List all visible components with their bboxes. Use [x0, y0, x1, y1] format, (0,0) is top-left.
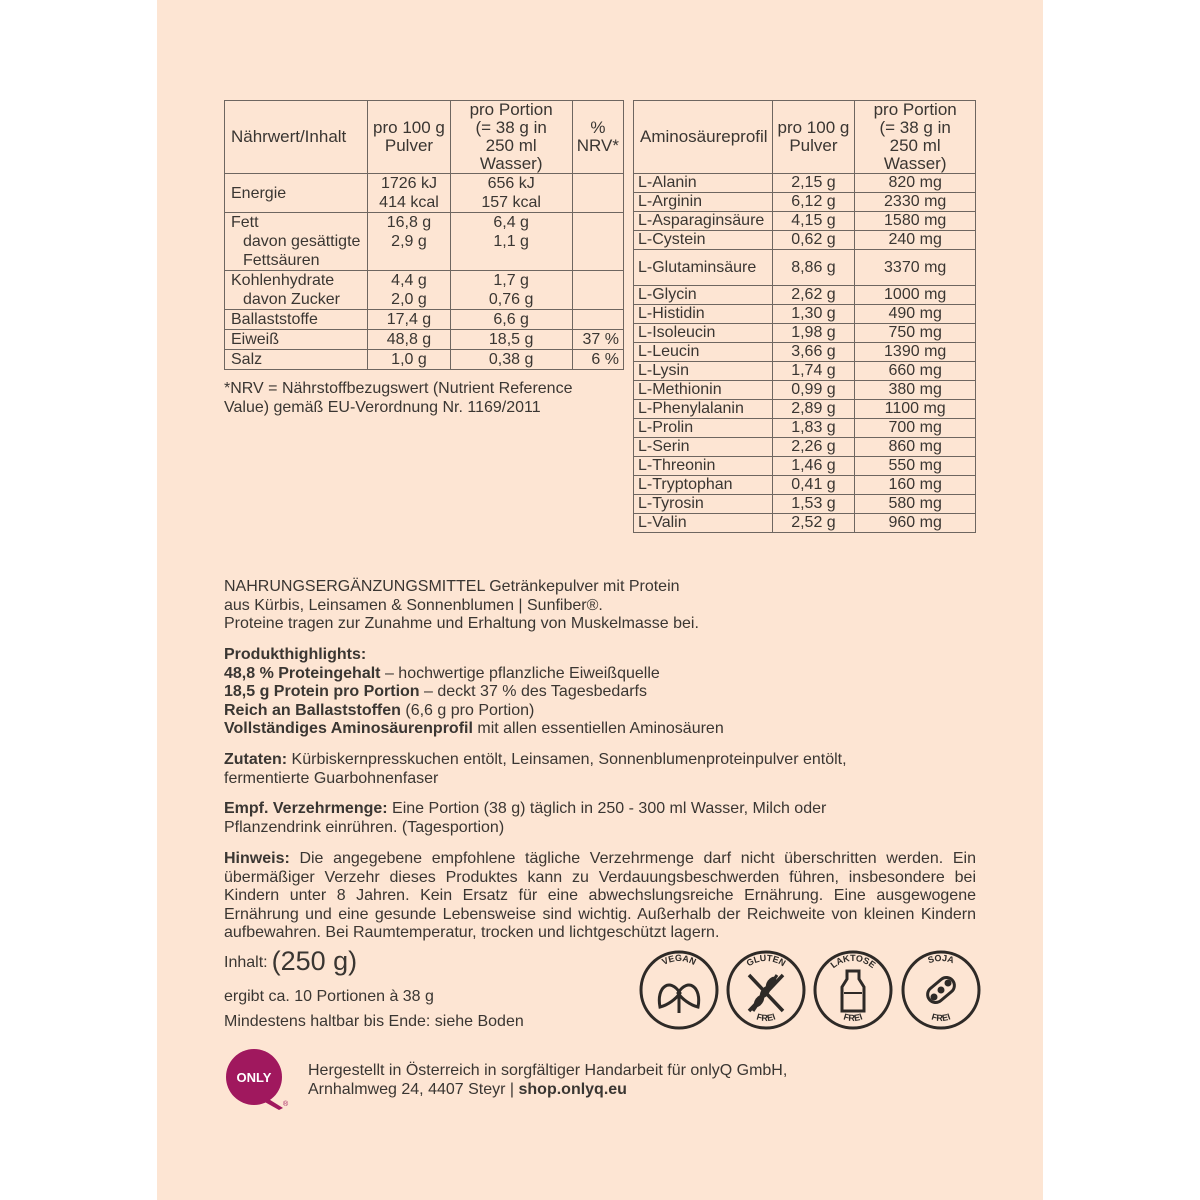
nutrition-row-protein	[225, 330, 624, 350]
amino-name: L-Lysin	[634, 362, 773, 381]
amino-per100: 2,15 g	[772, 174, 855, 193]
soy-free-icon	[898, 947, 984, 1033]
amino-name: L-Asparaginsäure	[634, 212, 773, 231]
nutrition-label: Salz	[225, 350, 368, 370]
amino-per100: 0,41 g	[772, 476, 855, 495]
amino-per100: 2,26 g	[772, 438, 855, 457]
nutrition-per100: 1,0 g	[368, 350, 450, 370]
amino-name: L-Tyrosin	[634, 495, 773, 514]
vegan-icon	[636, 947, 722, 1033]
amino-row	[634, 193, 976, 212]
amino-portion: 660 mg	[855, 362, 976, 381]
product-description: NAHRUNGSERGÄNZUNGSMITTEL Getränkepulver mit Protein aus Kürbis, Leinsamen & Sonnenblumen | Sunfiber®. Proteine tragen zur Zunahme und Erhaltung von Muskelmasse bei.	[224, 578, 699, 632]
svg-text:®: ®	[283, 1101, 289, 1108]
amino-name: L-Cystein	[634, 231, 773, 250]
amino-portion: 580 mg	[855, 495, 976, 514]
amino-portion: 1580 mg	[855, 212, 976, 231]
nutrition-nrv	[572, 174, 623, 213]
nutrition-table	[224, 100, 624, 370]
amino-portion: 700 mg	[855, 419, 976, 438]
amino-per100: 1,53 g	[772, 495, 855, 514]
nutrition-row-carbs	[225, 271, 624, 310]
amino-name: L-Isoleucin	[634, 324, 773, 343]
amino-per100: 6,12 g	[772, 193, 855, 212]
nutrition-label: Fett davon gesättigte Fettsäuren	[225, 213, 368, 271]
amino-portion: 550 mg	[855, 457, 976, 476]
amino-header-per100: pro 100 g Pulver	[772, 101, 855, 174]
amino-row	[634, 305, 976, 324]
amino-per100: 8,86 g	[772, 250, 855, 286]
amino-name: L-Tryptophan	[634, 476, 773, 495]
nutrition-row-fat	[225, 213, 624, 271]
amino-row	[634, 174, 976, 193]
nutrition-portion: 18,5 g	[450, 330, 572, 350]
highlight-item: 18,5 g Protein pro Portion – deckt 37 % des Tagesbedarfs	[224, 683, 647, 700]
amino-per100: 0,99 g	[772, 381, 855, 400]
amino-per100: 4,15 g	[772, 212, 855, 231]
best-before: Mindestens haltbar bis Ende: siehe Boden	[224, 1013, 524, 1030]
manufacturer-info: Hergestellt in Österreich in sorgfältiger Handarbeit für onlyQ GmbH, Arnhalmweg 24, 4407 Steyr | shop.onlyq.eu	[308, 1062, 788, 1098]
amino-acid-table	[633, 100, 976, 533]
nutrition-portion: 6,4 g 1,1 g	[450, 213, 572, 271]
product-highlights	[224, 646, 864, 739]
amino-row	[634, 495, 976, 514]
amino-row	[634, 400, 976, 419]
nutrition-per100: 1726 kJ 414 kcal	[368, 174, 450, 213]
nutrition-per100: 4,4 g 2,0 g	[368, 271, 450, 310]
lactose-free-icon	[810, 947, 896, 1033]
amino-name: L-Prolin	[634, 419, 773, 438]
highlight-item: Vollständiges Aminosäurenprofil mit allen essentiellen Aminosäuren	[224, 720, 724, 737]
nutrition-row-fiber	[225, 310, 624, 330]
amino-portion: 380 mg	[855, 381, 976, 400]
amino-name: L-Glycin	[634, 286, 773, 305]
amino-name: L-Arginin	[634, 193, 773, 212]
nutrition-portion: 0,38 g	[450, 350, 572, 370]
amino-row	[634, 419, 976, 438]
nutrition-nrv	[572, 310, 623, 330]
amino-name: L-Glutaminsäure	[634, 250, 773, 286]
amino-row	[634, 343, 976, 362]
amino-portion: 240 mg	[855, 231, 976, 250]
highlight-item: Reich an Ballaststoffen (6,6 g pro Portion)	[224, 701, 535, 719]
amino-per100: 1,83 g	[772, 419, 855, 438]
amino-per100: 3,66 g	[772, 343, 855, 362]
portions-info: ergibt ca. 10 Portionen à 38 g	[224, 988, 434, 1005]
nutrition-per100: 48,8 g	[368, 330, 450, 350]
amino-portion: 820 mg	[855, 174, 976, 193]
net-content: Inhalt: (250 g)	[224, 946, 358, 976]
amino-header-name: Aminosäureprofil	[634, 101, 773, 174]
gluten-free-icon	[723, 947, 809, 1033]
nutrition-label: Energie	[225, 174, 368, 213]
amino-portion: 1390 mg	[855, 343, 976, 362]
warning-hint: Hinweis: Die angegebene empfohlene tägliche Verzehrmenge darf nicht überschritten werden. Ein übermäßiger Verzehr dieses Produktes kann zu Verdauungsbeschwerden führen, insbesondere bei Kindern unter 8 Jahren. Kein Ersatz für eine abwechslungsreiche Ernährung. Eine ausgewogene Ernährung und eine gesunde Lebensweise sind wichtig. Außerhalb der Reichweite von kleinen Kindern aufbewahren. Bei Raumtemperatur, trocken und lichtgeschützt lagern.	[224, 850, 976, 941]
nutrition-label: Eiweiß	[225, 330, 368, 350]
amino-row	[634, 438, 976, 457]
nutrition-nrv: 6 %	[572, 350, 623, 370]
nutrition-nrv	[572, 271, 623, 310]
amino-name: L-Valin	[634, 514, 773, 533]
amino-name: L-Threonin	[634, 457, 773, 476]
amino-portion: 2330 mg	[855, 193, 976, 212]
nutrition-portion: 1,7 g 0,76 g	[450, 271, 572, 310]
amino-name: L-Alanin	[634, 174, 773, 193]
nutrition-nrv: 37 %	[572, 330, 623, 350]
nutrition-portion: 6,6 g	[450, 310, 572, 330]
amino-row	[634, 286, 976, 305]
nutrition-row-energy	[225, 174, 624, 213]
svg-text:GLUTEN: GLUTEN	[744, 952, 788, 969]
amino-row	[634, 212, 976, 231]
amino-portion: 750 mg	[855, 324, 976, 343]
nutrition-header-name: Nährwert/Inhalt	[225, 101, 368, 174]
amino-row	[634, 324, 976, 343]
nutrition-label: Kohlenhydrate davon Zucker	[225, 271, 368, 310]
amino-per100: 2,52 g	[772, 514, 855, 533]
amino-per100: 1,74 g	[772, 362, 855, 381]
amino-header-row	[634, 101, 976, 174]
amino-name: L-Methionin	[634, 381, 773, 400]
amino-per100: 2,62 g	[772, 286, 855, 305]
amino-portion: 960 mg	[855, 514, 976, 533]
amino-name: L-Leucin	[634, 343, 773, 362]
onlyq-logo	[223, 1046, 289, 1112]
nutrition-portion: 656 kJ 157 kcal	[450, 174, 572, 213]
amino-portion: 1000 mg	[855, 286, 976, 305]
product-category: NAHRUNGSERGÄNZUNGSMITTEL	[224, 578, 485, 595]
amino-header-portion: pro Portion (= 38 g in 250 ml Wasser)	[855, 101, 976, 174]
amino-portion: 160 mg	[855, 476, 976, 495]
amino-row	[634, 457, 976, 476]
amino-per100: 1,46 g	[772, 457, 855, 476]
svg-text:FREI: FREI	[930, 1011, 952, 1024]
amino-per100: 1,98 g	[772, 324, 855, 343]
nutrition-header-row	[225, 101, 624, 174]
highlight-item: 48,8 % Proteingehalt – hochwertige pflanzliche Eiweißquelle	[224, 664, 660, 682]
nutrition-per100: 16,8 g 2,9 g	[368, 213, 450, 271]
highlights-title: Produkthighlights:	[224, 646, 367, 663]
nrv-footnote: *NRV = Nährstoffbezugswert (Nutrient Reference Value) gemäß EU-Verordnung Nr. 1169/2011	[224, 380, 573, 416]
amino-row	[634, 381, 976, 400]
shop-link[interactable]: shop.onlyq.eu	[518, 1080, 627, 1098]
nutrition-label: Ballaststoffe	[225, 310, 368, 330]
amino-per100: 0,62 g	[772, 231, 855, 250]
recommended-dosage: Empf. Verzehrmenge: Eine Portion (38 g) täglich in 250 - 300 ml Wasser, Milch oder Pflanzendrink einrühren. (Tagesportion)	[224, 800, 827, 836]
amino-row	[634, 476, 976, 495]
nutrition-header-per100: pro 100 g Pulver	[368, 101, 450, 174]
amino-name: L-Histidin	[634, 305, 773, 324]
amino-row	[634, 362, 976, 381]
amino-portion: 860 mg	[855, 438, 976, 457]
svg-text:FREI: FREI	[842, 1011, 864, 1024]
amino-per100: 2,89 g	[772, 400, 855, 419]
nutrition-nrv	[572, 213, 623, 271]
nutrition-header-portion: pro Portion (= 38 g in 250 ml Wasser)	[450, 101, 572, 174]
amino-portion: 490 mg	[855, 305, 976, 324]
amino-portion: 1100 mg	[855, 400, 976, 419]
amino-row	[634, 250, 976, 286]
svg-text:VEGAN: VEGAN	[660, 952, 698, 967]
amino-row	[634, 514, 976, 533]
amino-row	[634, 231, 976, 250]
nutrition-header-nrv: % NRV*	[572, 101, 623, 174]
svg-text:SOJA: SOJA	[926, 952, 956, 966]
svg-text:ONLY: ONLY	[236, 1070, 272, 1085]
amino-name: L-Serin	[634, 438, 773, 457]
amino-per100: 1,30 g	[772, 305, 855, 324]
amino-portion: 3370 mg	[855, 250, 976, 286]
nutrition-per100: 17,4 g	[368, 310, 450, 330]
ingredients: Zutaten: Kürbiskernpresskuchen entölt, Leinsamen, Sonnenblumenproteinpulver entölt, fermentierte Guarbohnenfaser	[224, 751, 847, 787]
amino-name: L-Phenylalanin	[634, 400, 773, 419]
svg-text:FREI: FREI	[755, 1011, 777, 1024]
svg-text:LAKTOSE: LAKTOSE	[828, 952, 878, 971]
nutrition-row-salt	[225, 350, 624, 370]
